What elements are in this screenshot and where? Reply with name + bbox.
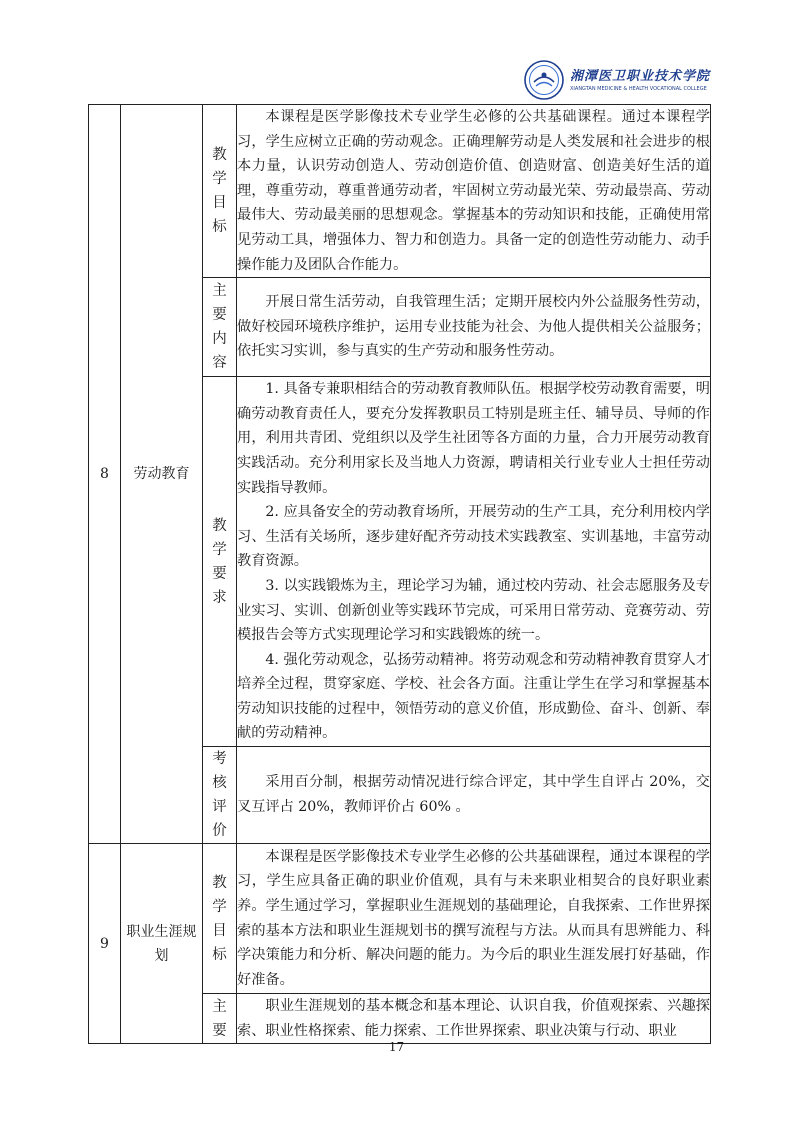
paragraph: 本课程是医学影像技术专业学生必修的公共基础课程，通过本课程的学习，学生应具备正确的职业价值观，具有与未来职业相契合的良好职业素养。学生通过学习，掌握职业生涯规划的基础理论，自我探索、工作世界探索的基本方法和职业生涯规划书的撰写流程与方法。从而具有思辨能力、科学决策能力和分析、解决问题的能力。为今后的职业生涯发展打好基础，作好准备。 (237, 848, 710, 988)
course-name: 劳动教育 (121, 105, 203, 844)
table-row (89, 105, 711, 278)
college-name-en: XIANGTAN MEDICINE & HEALTH VOCATIONAL COLLEGE (570, 86, 707, 92)
paragraph: 4. 强化劳动观念，弘扬劳动精神。将劳动观念和劳动精神教育贯穿人才培养全过程，贯穿家庭、学校、社会各方面。注重让学生在学习和掌握基本劳动知识技能的过程中，领悟劳动的意义价值，形成勤俭、奋斗、创新、奉献的劳动精神。 (237, 651, 710, 742)
section-content (237, 105, 711, 278)
section-label: 主要内容 (203, 278, 237, 377)
course-number: 9 (89, 844, 121, 1044)
paragraph: 采用百分制，根据劳动情况进行综合评定，其中学生自评占 20%，交叉互评占 20%，教师评价占 60% 。 (237, 774, 710, 816)
paragraph: 1. 具备专兼职相结合的劳动教育教师队伍。根据学校劳动教育需要，明确劳动教育责任人，要充分发挥教职员工特别是班主任、辅导员、导师的作用，利用共青团、党组织以及学生社团等各方面的力量，合力开展劳动教育实践活动。充分利用家长及当地人力资源，聘请相关行业专业人士担任劳动实践指导教师。 (237, 381, 710, 496)
page-header (524, 60, 724, 100)
paragraph: 职业生涯规划的基本概念和基本理论、认识自我，价值观探索、兴趣探索、职业性格探索、能力探索、工作世界探索、职业决策与行动、职业 (237, 998, 710, 1039)
college-logo-icon (524, 60, 564, 100)
section-content (237, 994, 711, 1044)
section-label: 教学要求 (203, 377, 237, 747)
section-label: 教学目标 (203, 844, 237, 994)
paragraph: 开展日常生活劳动，自我管理生活；定期开展校内外公益服务性劳动，做好校园环境秩序维护，运用专业技能为社会、为他人提供相关公益服务；依托实习实训，参与真实的生产劳动和服务性劳动。 (237, 294, 710, 360)
paragraph: 3. 以实践锻炼为主，理论学习为辅，通过校内劳动、社会志愿服务及专业实习、实训、创新创业等实践环节完成，可采用日常劳动、竞赛劳动、劳模报告会等方式实现理论学习和实践锻炼的统一。 (237, 577, 710, 644)
section-label: 教学目标 (203, 105, 237, 278)
section-content (237, 377, 711, 747)
course-number: 8 (89, 105, 121, 844)
page-number: 17 (388, 1040, 405, 1054)
paragraph: 2. 应具备安全的劳动教育场所，开展劳动的生产工具，充分利用校内学习、生活有关场所，逐步建好配齐劳动技术实践教室、实训基地，丰富劳动教育资源。 (237, 504, 710, 570)
college-name-cn: 湘潭医卫职业技术学院 (570, 69, 711, 84)
course-name: 职业生涯规划 (121, 844, 203, 1044)
section-content (237, 278, 711, 377)
section-content (237, 747, 711, 844)
section-content (237, 844, 711, 994)
section-label: 主要 (203, 994, 237, 1044)
course-table (88, 104, 711, 1044)
table-row (89, 844, 711, 994)
paragraph: 本课程是医学影像技术专业学生必修的公共基础课程。通过本课程学习，学生应树立正确的劳动观念。正确理解劳动是人类发展和社会进步的根本力量，认识劳动创造人、劳动创造价值、创造财富、创造美好生活的道理，尊重劳动，尊重普通劳动者，牢固树立劳动最光荣、劳动最崇高、劳动最伟大、劳动最美丽的思想观念。掌握基本的劳动知识和技能，正确使用常见劳动工具，增强体力、智力和创造力。具备一定的创造性劳动能力、动手操作能力及团队合作能力。 (237, 109, 710, 273)
section-label: 考核评价 (203, 747, 237, 844)
